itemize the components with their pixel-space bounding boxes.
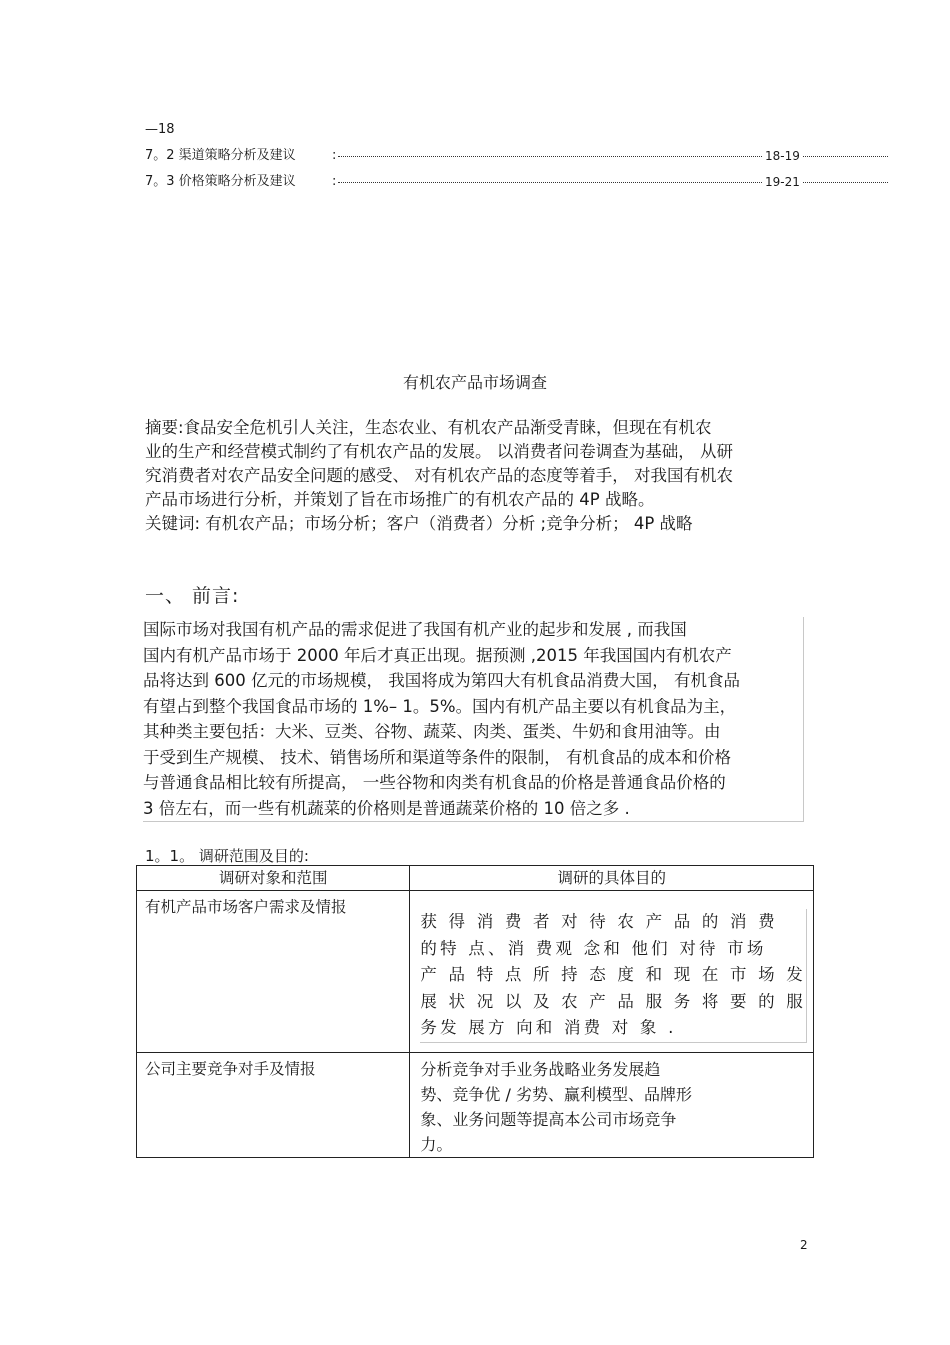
table-header-cell: 调研对象和范围 (137, 866, 410, 891)
table-row (137, 891, 814, 1053)
abstract (145, 416, 805, 536)
toc-leader-dots (338, 154, 888, 157)
table-header-row (137, 866, 814, 891)
purpose-textbox (420, 909, 807, 1043)
preface-line: 其种类主要包括：大米、豆类、谷物、蔬菜、肉类、蛋类、牛奶和食用油等。由 (143, 722, 721, 741)
table-header-cell: 调研的具体目的 (410, 866, 814, 891)
toc-prev-tail: —18 (145, 122, 175, 137)
purpose-line: 象、业务问题等提高本公司市场竞争 (420, 1110, 677, 1129)
toc-entry-label: 7。3 价格策略分析及建议 (145, 174, 296, 189)
preface-line: 品将达到 600 亿元的市场规模， 我国将成为第四大有机食品消费大国， 有机食品 (143, 671, 740, 690)
abstract-line: 究消费者对农产品安全问题的感受、 对有机农产品的态度等着手， 对我国有机农 (145, 466, 733, 485)
toc-entry-page: 18-19 (765, 149, 800, 163)
research-scope-table (136, 865, 814, 1158)
toc-entry (145, 174, 895, 192)
preface-paragraph (143, 617, 804, 822)
purpose-line: 展 状 况 以 及 农 产 品 服 务 将 要 的 服 (420, 991, 806, 1011)
table-cell-scope: 有机产品市场客户需求及情报 (137, 891, 410, 1053)
preface-line: 国际市场对我国有机产品的需求促进了我国有机产业的起步和发展 , 而我国 (143, 620, 687, 639)
abstract-line: 摘要:食品安全危机引人关注，生态农业、有机农产品渐受青睐，但现在有机农 (145, 418, 712, 437)
purpose-line: 势、竞争优 / 劣势、赢利模型、品牌形 (420, 1085, 692, 1104)
subsection-heading: 1。1。 调研范围及目的: (145, 847, 309, 865)
toc-entry-sep: : (332, 174, 337, 189)
preface-line: 有望占到整个我国食品市场的 1%– 1。5%。国内有机产品主要以有机食品为主， (143, 696, 737, 716)
toc-entry-page: 19-21 (765, 175, 800, 189)
table-row (137, 1053, 814, 1158)
table-cell-scope: 公司主要竞争对手及情报 (137, 1053, 410, 1158)
toc-entry-sep: : (332, 148, 337, 163)
table-cell-purpose (410, 891, 814, 1053)
abstract-line: 产品市场进行分析，并策划了旨在市场推广的有机农产品的 4P 战略。 (145, 490, 655, 509)
preface-line: 于受到生产规模、 技术、销售场所和渠道等条件的限制， 有机食品的成本和价格 (143, 747, 731, 767)
purpose-line: 力。 (420, 1135, 453, 1154)
preface-line: 国内有机产品市场于 2000 年后才真正出现。据预测 ,2015 年我国国内有机农产 (143, 645, 732, 665)
preface-line: 与普通食品相比较有所提高， 一些谷物和肉类有机食品的价格是普通食品价格的 (143, 773, 726, 792)
purpose-line: 产 品 特 点 所 持 态 度 和 现 在 市 场 发 (420, 965, 806, 984)
purpose-line: 获 得 消 费 者 对 待 农 产 品 的 消 费 (420, 912, 778, 931)
abstract-line: 业的生产和经营模式制约了有机农产品的发展。 以消费者问卷调查为基础， 从研 (145, 442, 733, 461)
preface-line: 3 倍左右，而一些有机蔬菜的价格则是普通蔬菜价格的 10 倍之多 . (143, 798, 630, 818)
purpose-line: 务发 展方 向和 消费 对 象 . (420, 1018, 677, 1037)
toc-leader-dots (338, 180, 888, 183)
section-heading: 一、 前言: (145, 585, 240, 607)
toc-entry (145, 148, 895, 166)
toc-entry-label: 7。2 渠道策略分析及建议 (145, 148, 296, 163)
purpose-line: 的特 点、消 费观 念和 他们 对待 市场 (420, 938, 767, 958)
keywords-line: 关键词: 有机农产品；市场分析；客户（消费者）分析 ;竞争分析； 4P 战略 (145, 514, 693, 533)
table-cell-purpose (410, 1053, 814, 1158)
document-title: 有机农产品市场调查 (402, 373, 547, 392)
page-number: 2 (800, 1238, 808, 1252)
purpose-line: 分析竞争对手业务战略业务发展趋 (420, 1060, 661, 1079)
